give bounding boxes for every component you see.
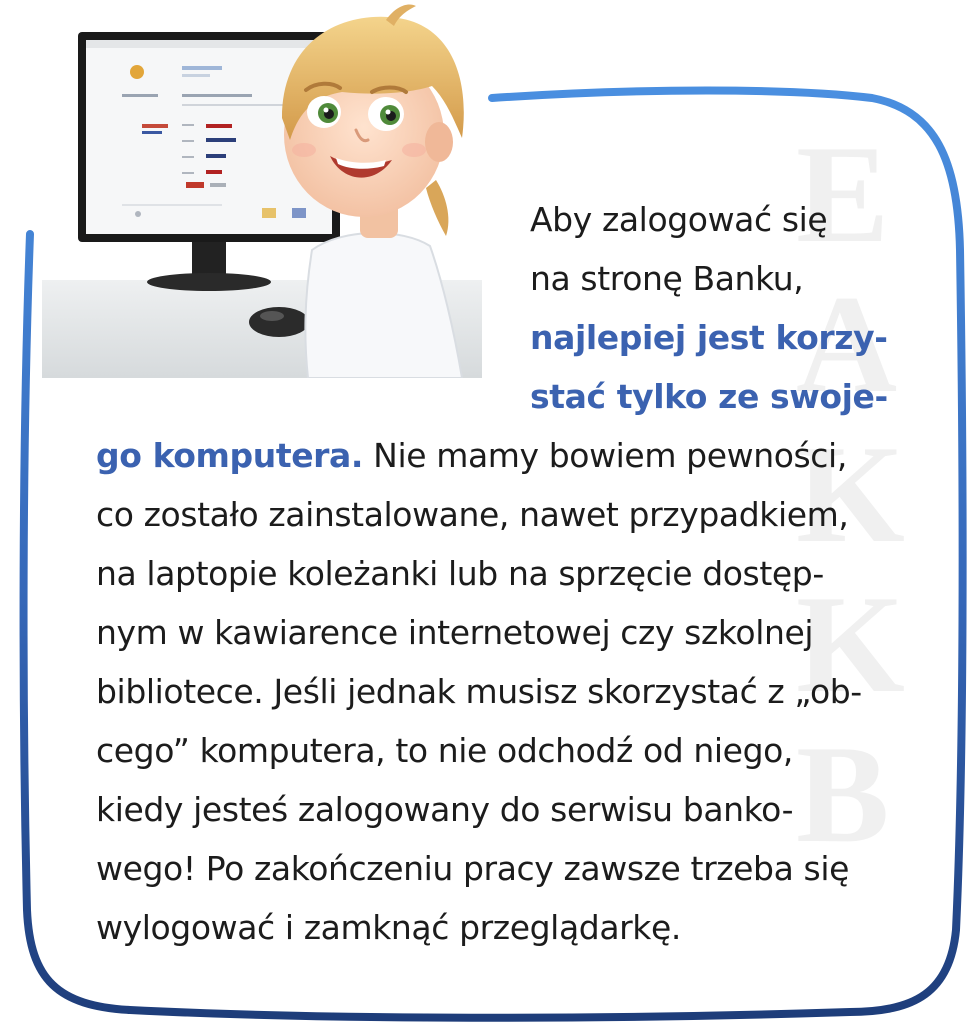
body-first-line-rest: Nie mamy bowiem pewności, [363,436,847,475]
body-line: wylogować i zamknąć przeglądarkę. [96,908,682,947]
highlight-line: najlepiej jest korzy- [530,318,888,357]
body-line: bibliotece. Jeśli jednak musisz skorzystać z „ob- [96,672,862,711]
highlight-line: stać tylko ze swoje- [530,377,888,416]
body-line: wego! Po zakończeniu pracy zawsze trzeba się [96,849,849,888]
boy-character [282,5,464,378]
highlight-tail: go komputera. [96,436,364,475]
body-line [96,426,956,485]
body-line: na laptopie koleżanki lub na sprzęcie dostęp- [96,554,824,593]
body-line: kiedy jesteś zalogowany do serwisu banko- [96,790,794,829]
intro-text [530,190,950,426]
boy-with-computer-illustration [42,0,482,378]
body-line: co zostało zainstalowane, nawet przypadkiem, [96,495,849,534]
intro-line: Aby zalogować się [530,200,828,239]
body-line: cego” komputera, to nie odchodź od niego, [96,731,794,770]
intro-line: na stronę Banku, [530,259,804,298]
background-page-texture: E A K K B [796,120,905,872]
body-text [96,426,956,957]
body-line: nym w kawiarence internetowej czy szkolnej [96,613,814,652]
mouse-icon [249,307,309,337]
